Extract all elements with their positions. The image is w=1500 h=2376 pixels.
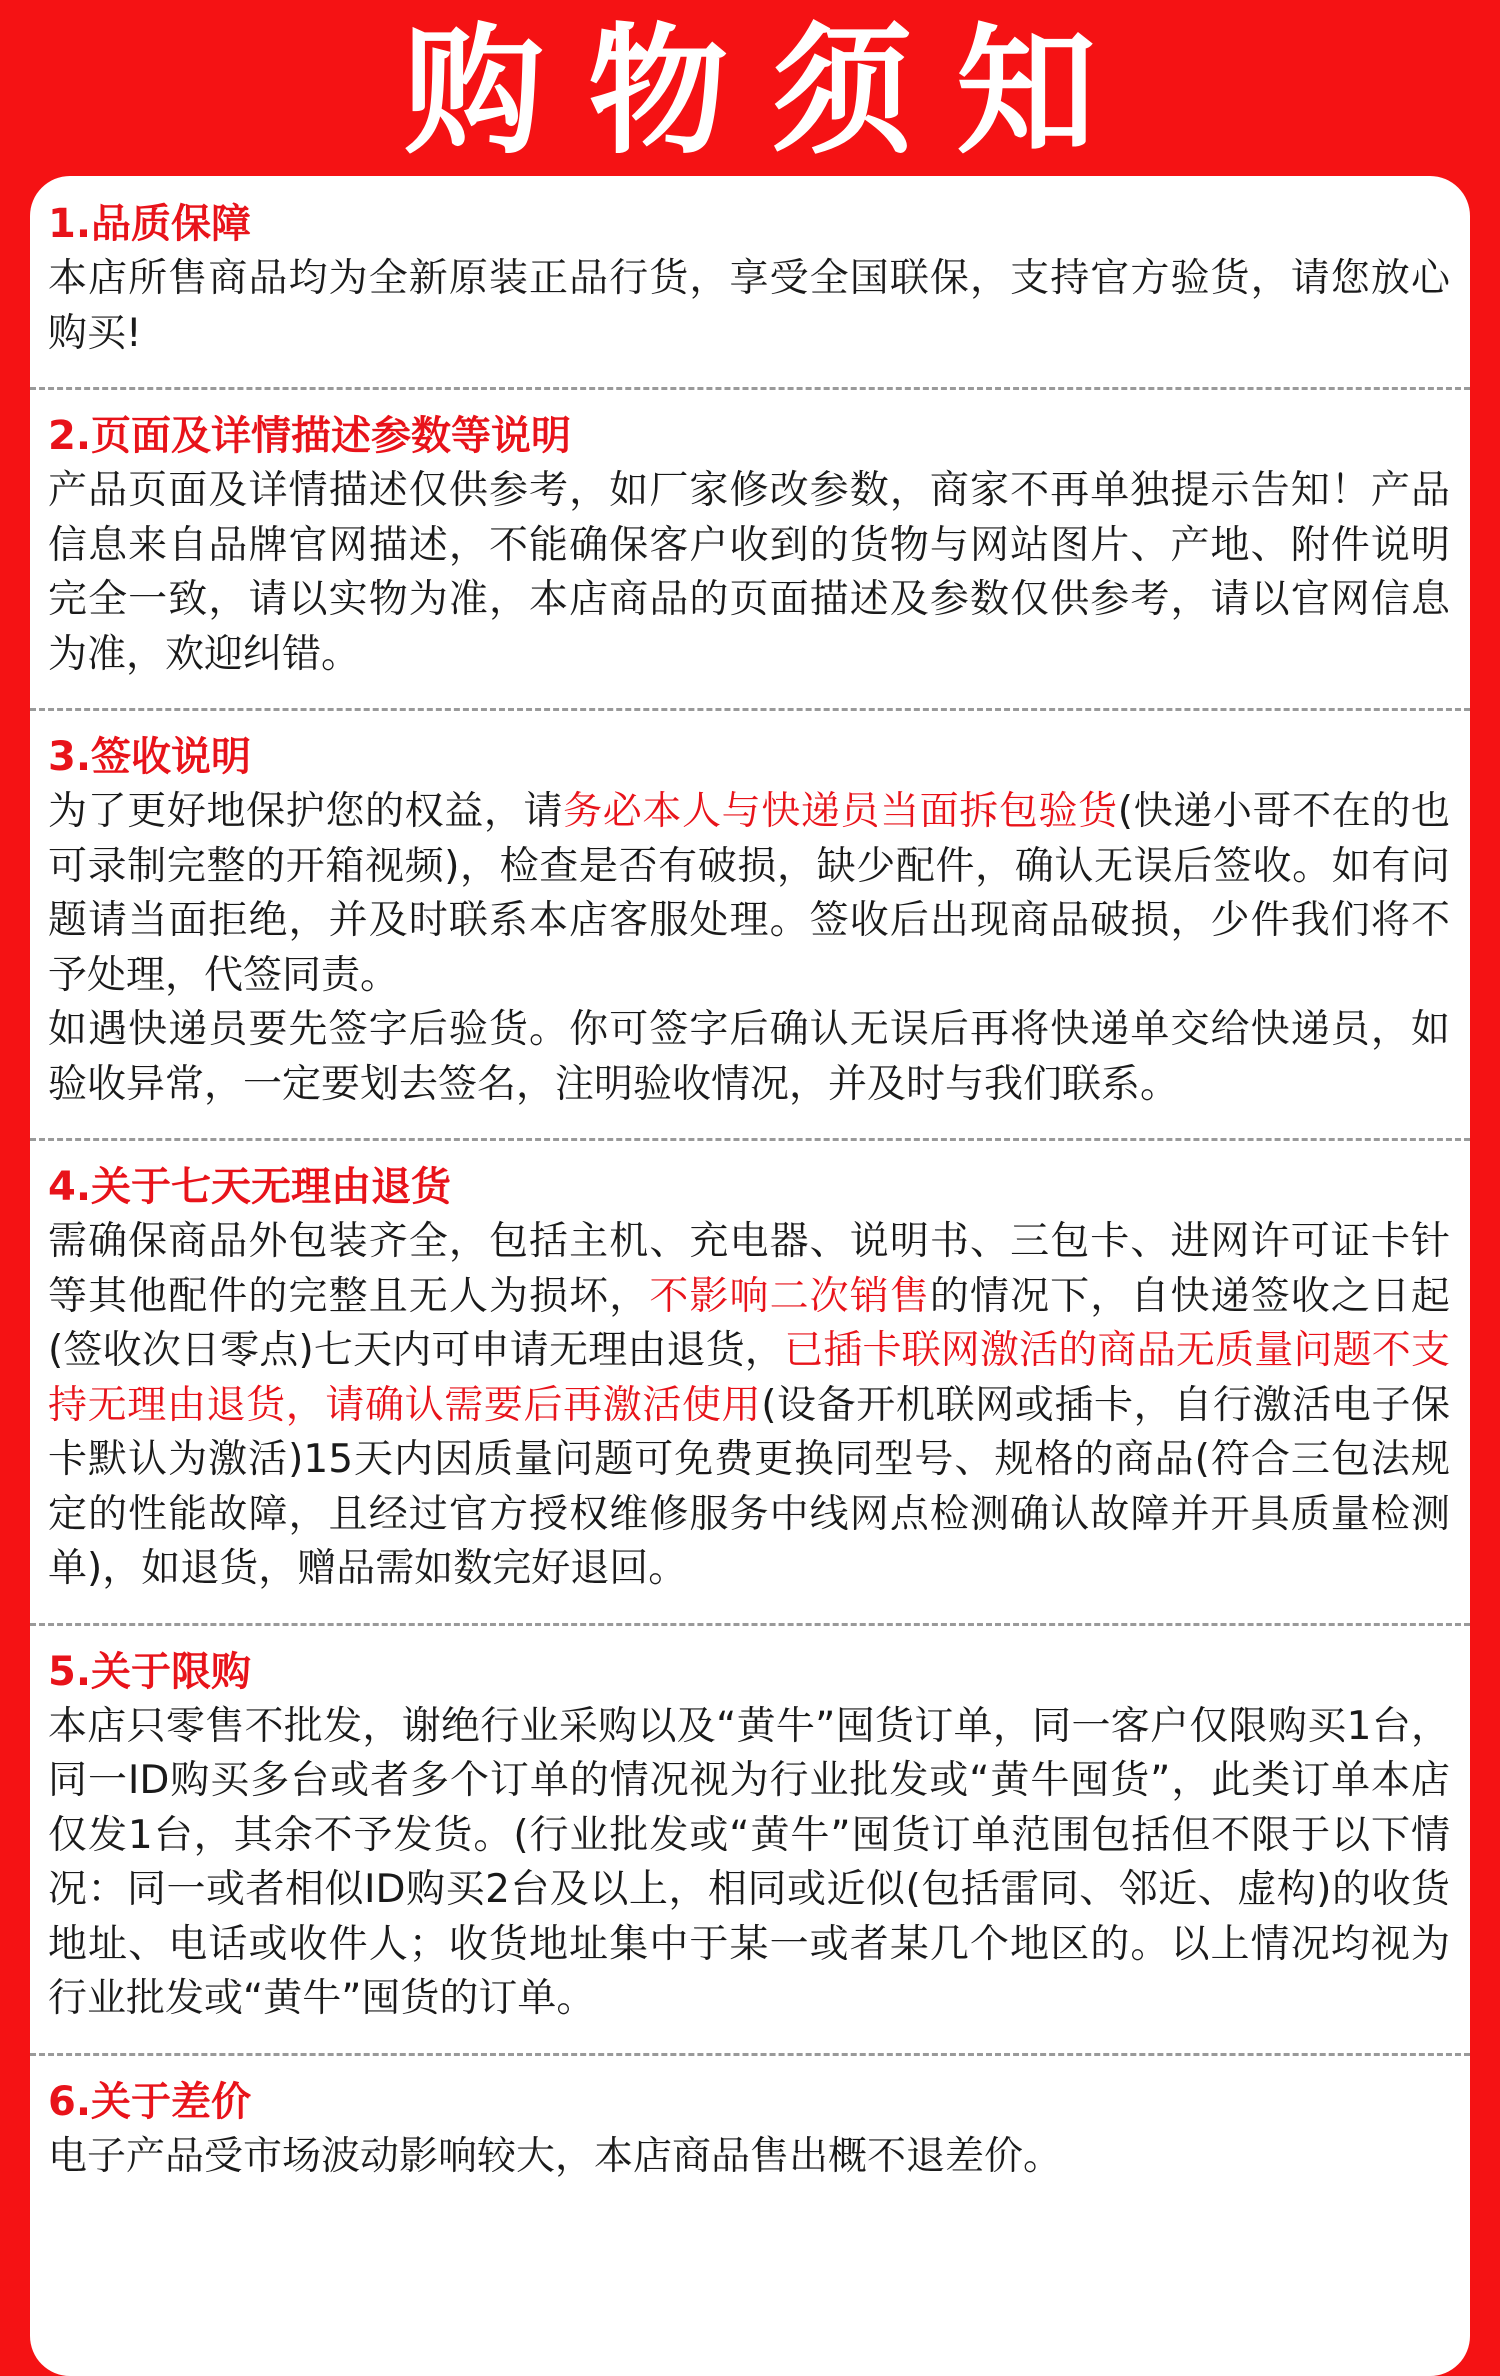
section-paragraph [48, 1215, 1450, 1597]
section-heading: 5.关于限购 [48, 1648, 252, 1695]
section-divider [30, 2053, 1470, 2056]
section-paragraph [48, 252, 1450, 361]
notice-section [30, 176, 1470, 361]
highlighted-text: 务必本人与快递员当面拆包验货 [563, 789, 1118, 834]
notice-card [30, 176, 1470, 2376]
body-text: (快递小哥不在的也可录制完整的开箱视频)，检查是否有破损，缺少配件，确认无误后签收。如有问题请当面拒绝，并及时联系本店客服处理。签收后出现商品破损，少件我们将不予处理，代签同责。 [48, 789, 1450, 998]
body-text: 产品页面及详情描述仅供参考，如厂家修改参数，商家不再单独提示告知！产品信息来自品牌官网描述，不能确保客户收到的货物与网站图片、产地、附件说明完全一致，请以实物为准，本店商品的页面描述及参数仅供参考，请以官网信息为准，欢迎纠错。 [48, 468, 1450, 677]
section-paragraph [48, 785, 1450, 1003]
section-paragraph [48, 464, 1450, 682]
body-text: 的情况下，自快递签收之日起(签收次日零点)七天内可申请无理由退货， [48, 1273, 1450, 1373]
section-divider [30, 708, 1470, 711]
section-heading: 6.关于差价 [48, 2078, 252, 2125]
notice-section [30, 410, 1470, 682]
section-heading: 3.签收说明 [48, 734, 252, 780]
notice-section [30, 2076, 1470, 2185]
section-heading: 4.关于七天无理由退货 [48, 1164, 452, 1210]
section-divider [30, 1138, 1470, 1141]
highlighted-text: 不影响二次销售 [649, 1273, 930, 1319]
body-text: 为了更好地保护您的权益，请 [48, 789, 564, 834]
section-divider [30, 387, 1470, 390]
section-paragraph [48, 1700, 1450, 2027]
body-text: 电子产品受市场波动影响较大，本店商品售出概不退差价。 [48, 2133, 1063, 2179]
section-heading: 2.页面及详情描述参数等说明 [48, 413, 572, 459]
section-divider [30, 1623, 1470, 1626]
notice-section [30, 1161, 1470, 1597]
page-title: 购物须知 [403, 11, 1140, 174]
section-paragraph [48, 2130, 1450, 2185]
section-paragraph [48, 1003, 1450, 1112]
body-text: 需确保商品外包装齐全，包括主机、充电器、说明书、三包卡、进网许可证卡针等其他配件的完整且无人为损坏， [48, 1219, 1450, 1319]
body-text: 本店只零售不批发，谢绝行业采购以及“黄牛”囤货订单，同一客户仅限购买1台，同一ID购买多台或者多个订单的情况视为行业批发或“黄牛囤货”，此类订单本店仅发1台，其余不予发货。(行业批发或“黄牛”囤货订单范围包括但不限于以下情况：同一或者相似ID购买2台及以上，相同或近似(包括雷同、邻近、虚构)的收货地址、电话或收件人；收货地址集中于某一或者某几个地区的。以上情况均视为行业批发或“黄牛”囤货的订单。 [48, 1703, 1450, 2021]
section-heading: 1.品质保障 [48, 201, 252, 247]
notice-section [30, 1646, 1470, 2027]
body-text: 如遇快递员要先签字后验货。你可签字后确认无误后再将快递单交给快递员，如验收异常，一定要划去签名，注明验收情况，并及时与我们联系。 [48, 1007, 1450, 1107]
highlighted-text: 已插卡联网激活的商品无质量问题不支持无理由退货，请确认需要后再激活使用 [48, 1328, 1450, 1428]
notice-sections [30, 176, 1470, 2184]
notice-section [30, 731, 1470, 1112]
body-text: (设备开机联网或插卡，自行激活电子保卡默认为激活)15天内因质量问题可免费更换同型号、规格的商品(符合三包法规定的性能故障，且经过官方授权维修服务中线网点检测确认故障并开具质量检测单)，如退货，赠品需如数完好退回。 [48, 1382, 1450, 1591]
body-text: 本店所售商品均为全新原装正品行货，享受全国联保，支持官方验货，请您放心购买! [48, 256, 1450, 356]
